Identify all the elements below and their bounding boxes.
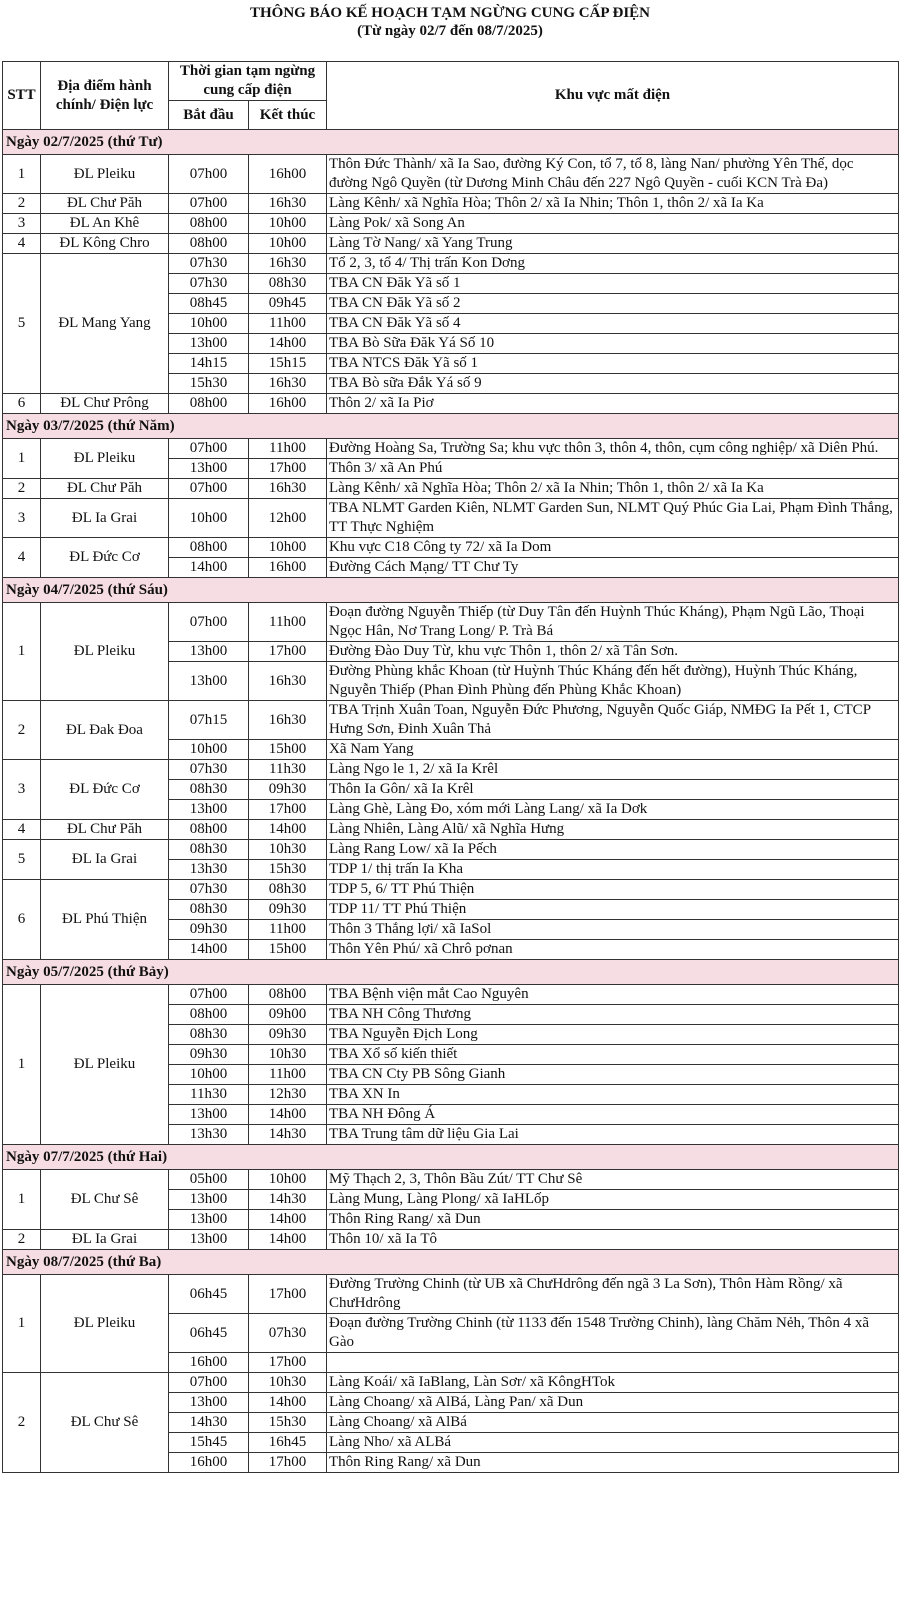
day-label: Ngày 07/7/2025 (thứ Hai) xyxy=(3,1145,899,1170)
table-row xyxy=(3,1275,899,1314)
start-time-cell: 13h00 xyxy=(169,642,249,662)
start-time-cell: 11h30 xyxy=(169,1085,249,1105)
unit-cell: ĐL Chư Păh xyxy=(41,194,169,214)
end-time-cell: 17h00 xyxy=(249,1453,327,1473)
header-stt: STT xyxy=(3,62,41,130)
stt-cell: 4 xyxy=(3,234,41,254)
area-cell: TBA Bò Sữa Đăk Yá Số 10 xyxy=(327,334,899,354)
area-cell: TBA CN Đăk Yã số 1 xyxy=(327,274,899,294)
table-row xyxy=(3,985,899,1005)
area-cell: Thôn Ring Rang/ xã Dun xyxy=(327,1453,899,1473)
table-row xyxy=(3,234,899,254)
area-cell: TBA Trung tâm dữ liệu Gia Lai xyxy=(327,1125,899,1145)
table-row xyxy=(3,155,899,194)
end-time-cell: 14h30 xyxy=(249,1190,327,1210)
unit-cell: ĐL Pleiku xyxy=(41,985,169,1145)
title-block xyxy=(0,0,900,40)
start-time-cell: 08h00 xyxy=(169,214,249,234)
area-cell: TDP 11/ TT Phú Thiện xyxy=(327,900,899,920)
start-time-cell: 10h00 xyxy=(169,499,249,538)
end-time-cell: 09h30 xyxy=(249,780,327,800)
table-row xyxy=(3,701,899,740)
stt-cell: 6 xyxy=(3,880,41,960)
start-time-cell: 07h00 xyxy=(169,985,249,1005)
header-start: Bắt đầu xyxy=(169,101,249,130)
start-time-cell: 15h30 xyxy=(169,374,249,394)
end-time-cell: 15h30 xyxy=(249,1413,327,1433)
table-row xyxy=(3,479,899,499)
table-row xyxy=(3,214,899,234)
area-cell: Đường Hoàng Sa, Trường Sa; khu vực thôn 3, thôn 4, thôn, cụm công nghiệp/ xã Diên Phú. xyxy=(327,439,899,459)
area-cell: TDP 5, 6/ TT Phú Thiện xyxy=(327,880,899,900)
stt-cell: 1 xyxy=(3,985,41,1145)
table-row xyxy=(3,1230,899,1250)
start-time-cell: 13h00 xyxy=(169,1230,249,1250)
table-row xyxy=(3,603,899,642)
area-cell: Làng Mung, Làng Plong/ xã IaHLốp xyxy=(327,1190,899,1210)
area-cell: Thôn 3 Thắng lợi/ xã IaSol xyxy=(327,920,899,940)
end-time-cell: 11h00 xyxy=(249,603,327,642)
day-row xyxy=(3,578,899,603)
end-time-cell: 09h30 xyxy=(249,1025,327,1045)
day-label: Ngày 04/7/2025 (thứ Sáu) xyxy=(3,578,899,603)
area-cell: Đường Đào Duy Từ, khu vực Thôn 1, thôn 2/ xã Tân Sơn. xyxy=(327,642,899,662)
stt-cell: 1 xyxy=(3,155,41,194)
area-cell: Làng Nho/ xã ALBá xyxy=(327,1433,899,1453)
end-time-cell: 14h00 xyxy=(249,334,327,354)
start-time-cell: 07h00 xyxy=(169,479,249,499)
header-row-1 xyxy=(3,62,899,101)
start-time-cell: 14h30 xyxy=(169,1413,249,1433)
area-cell: Thôn Ring Rang/ xã Dun xyxy=(327,1210,899,1230)
start-time-cell: 07h00 xyxy=(169,439,249,459)
end-time-cell: 12h00 xyxy=(249,499,327,538)
end-time-cell: 17h00 xyxy=(249,459,327,479)
area-cell: TBA Bệnh viện mắt Cao Nguyên xyxy=(327,985,899,1005)
start-time-cell: 07h00 xyxy=(169,1373,249,1393)
stt-cell: 2 xyxy=(3,1373,41,1473)
end-time-cell: 09h30 xyxy=(249,900,327,920)
area-cell: TBA CN Đăk Yã số 2 xyxy=(327,294,899,314)
end-time-cell: 11h00 xyxy=(249,314,327,334)
area-cell: Làng Kênh/ xã Nghĩa Hòa; Thôn 2/ xã Ia Nhin; Thôn 1, thôn 2/ xã Ia Ka xyxy=(327,479,899,499)
page-title: THÔNG BÁO KẾ HOẠCH TẠM NGỪNG CUNG CẤP ĐIỆN xyxy=(249,5,651,21)
day-row xyxy=(3,1250,899,1275)
unit-cell: ĐL Pleiku xyxy=(41,1275,169,1373)
area-cell: Làng Ngo le 1, 2/ xã Ia Krêl xyxy=(327,760,899,780)
end-time-cell: 17h00 xyxy=(249,800,327,820)
stt-cell: 2 xyxy=(3,479,41,499)
area-cell: Làng Koái/ xã IaBlang, Làn Sơr/ xã KôngHTok xyxy=(327,1373,899,1393)
end-time-cell: 17h00 xyxy=(249,1353,327,1373)
start-time-cell: 07h15 xyxy=(169,701,249,740)
area-cell: TBA NLMT Garden Kiên, NLMT Garden Sun, NLMT Quý Phúc Gia Lai, Phạm Đình Thắng, TT Thực Nghiệm xyxy=(327,499,899,538)
end-time-cell: 16h30 xyxy=(249,662,327,701)
table-row xyxy=(3,880,899,900)
start-time-cell: 13h00 xyxy=(169,334,249,354)
day-row xyxy=(3,960,899,985)
start-time-cell: 07h30 xyxy=(169,760,249,780)
area-cell: TBA NH Công Thương xyxy=(327,1005,899,1025)
end-time-cell: 16h30 xyxy=(249,374,327,394)
area-cell: Làng Choang/ xã AlBá xyxy=(327,1413,899,1433)
area-cell: TBA Trịnh Xuân Toan, Nguyễn Đức Phương, Nguyễn Quốc Giáp, NMĐG Ia Pết 1, CTCP Hưng Sơn, Đinh Xuân Thả xyxy=(327,701,899,740)
area-cell: TBA XN In xyxy=(327,1085,899,1105)
table-row xyxy=(3,1373,899,1393)
start-time-cell: 08h30 xyxy=(169,1025,249,1045)
stt-cell: 4 xyxy=(3,820,41,840)
start-time-cell: 06h45 xyxy=(169,1275,249,1314)
start-time-cell: 08h45 xyxy=(169,294,249,314)
stt-cell: 1 xyxy=(3,603,41,701)
start-time-cell: 09h30 xyxy=(169,1045,249,1065)
start-time-cell: 14h00 xyxy=(169,940,249,960)
end-time-cell: 11h00 xyxy=(249,439,327,459)
start-time-cell: 08h30 xyxy=(169,780,249,800)
unit-cell: ĐL Phú Thiện xyxy=(41,880,169,960)
day-row xyxy=(3,1145,899,1170)
header-time-group: Thời gian tạm ngừng cung cấp điện xyxy=(169,62,327,101)
area-cell: Thôn 3/ xã An Phú xyxy=(327,459,899,479)
start-time-cell: 07h30 xyxy=(169,880,249,900)
end-time-cell: 10h30 xyxy=(249,1373,327,1393)
page-subtitle: (Từ ngày 02/7 đến 08/7/2025) xyxy=(357,23,543,39)
end-time-cell: 09h45 xyxy=(249,294,327,314)
end-time-cell: 16h00 xyxy=(249,558,327,578)
end-time-cell: 10h00 xyxy=(249,214,327,234)
unit-cell: ĐL Ia Grai xyxy=(41,499,169,538)
end-time-cell: 10h30 xyxy=(249,840,327,860)
start-time-cell: 08h00 xyxy=(169,394,249,414)
unit-cell: ĐL Chư Prông xyxy=(41,394,169,414)
table-row xyxy=(3,760,899,780)
start-time-cell: 07h00 xyxy=(169,155,249,194)
end-time-cell: 15h15 xyxy=(249,354,327,374)
stt-cell: 3 xyxy=(3,214,41,234)
day-label: Ngày 05/7/2025 (thứ Bảy) xyxy=(3,960,899,985)
start-time-cell: 13h30 xyxy=(169,860,249,880)
area-cell: Mỹ Thạch 2, 3, Thôn Bầu Zút/ TT Chư Sê xyxy=(327,1170,899,1190)
end-time-cell: 14h00 xyxy=(249,1393,327,1413)
day-label: Ngày 03/7/2025 (thứ Năm) xyxy=(3,414,899,439)
start-time-cell: 06h45 xyxy=(169,1314,249,1353)
area-cell: TBA Bò sữa Đắk Yá số 9 xyxy=(327,374,899,394)
start-time-cell: 13h00 xyxy=(169,1105,249,1125)
stt-cell: 1 xyxy=(3,1170,41,1230)
end-time-cell: 17h00 xyxy=(249,642,327,662)
area-cell: TBA NTCS Đăk Yã số 1 xyxy=(327,354,899,374)
unit-cell: ĐL Pleiku xyxy=(41,603,169,701)
area-cell: TBA Nguyễn Địch Long xyxy=(327,1025,899,1045)
end-time-cell: 09h00 xyxy=(249,1005,327,1025)
table-header xyxy=(3,62,899,130)
area-cell: Thôn Ia Gôn/ xã Ia Krêl xyxy=(327,780,899,800)
start-time-cell: 13h00 xyxy=(169,459,249,479)
outage-schedule-table xyxy=(2,61,899,1473)
stt-cell: 3 xyxy=(3,760,41,820)
area-cell: Đoạn đường Nguyễn Thiếp (từ Duy Tân đến Huỳnh Thúc Kháng), Phạm Ngũ Lão, Thoại Ngọc Hân, Nơ Trang Long/ P. Trà Bá xyxy=(327,603,899,642)
area-cell: Làng Kênh/ xã Nghĩa Hòa; Thôn 2/ xã Ia Nhin; Thôn 1, thôn 2/ xã Ia Ka xyxy=(327,194,899,214)
start-time-cell: 07h30 xyxy=(169,274,249,294)
start-time-cell: 13h00 xyxy=(169,1210,249,1230)
area-cell: TBA Xổ số kiến thiết xyxy=(327,1045,899,1065)
end-time-cell: 12h30 xyxy=(249,1085,327,1105)
area-cell: Thôn 2/ xã Ia Piơ xyxy=(327,394,899,414)
start-time-cell: 16h00 xyxy=(169,1453,249,1473)
end-time-cell: 14h00 xyxy=(249,1105,327,1125)
end-time-cell: 10h30 xyxy=(249,1045,327,1065)
start-time-cell: 07h00 xyxy=(169,603,249,642)
table-row xyxy=(3,194,899,214)
unit-cell: ĐL Đức Cơ xyxy=(41,760,169,820)
end-time-cell: 10h00 xyxy=(249,1170,327,1190)
area-cell: Đường Trường Chinh (từ UB xã ChưHdrông đến ngã 3 La Sơn), Thôn Hàm Rồng/ xã ChưHdrông xyxy=(327,1275,899,1314)
day-label: Ngày 08/7/2025 (thứ Ba) xyxy=(3,1250,899,1275)
unit-cell: ĐL Pleiku xyxy=(41,439,169,479)
start-time-cell: 08h00 xyxy=(169,1005,249,1025)
end-time-cell: 16h00 xyxy=(249,394,327,414)
end-time-cell: 16h30 xyxy=(249,479,327,499)
end-time-cell: 16h00 xyxy=(249,155,327,194)
table-row xyxy=(3,820,899,840)
end-time-cell: 11h00 xyxy=(249,920,327,940)
stt-cell: 2 xyxy=(3,701,41,760)
end-time-cell: 10h00 xyxy=(249,234,327,254)
unit-cell: ĐL An Khê xyxy=(41,214,169,234)
table-row xyxy=(3,499,899,538)
table-row xyxy=(3,840,899,860)
end-time-cell: 15h30 xyxy=(249,860,327,880)
end-time-cell: 15h00 xyxy=(249,740,327,760)
area-cell: Tổ 2, 3, tổ 4/ Thị trấn Kon Dơng xyxy=(327,254,899,274)
header-end: Kết thúc xyxy=(249,101,327,130)
end-time-cell: 11h30 xyxy=(249,760,327,780)
day-row xyxy=(3,414,899,439)
table-row xyxy=(3,538,899,558)
start-time-cell: 13h00 xyxy=(169,1393,249,1413)
header-area: Khu vực mất điện xyxy=(327,62,899,130)
end-time-cell: 15h00 xyxy=(249,940,327,960)
stt-cell: 1 xyxy=(3,439,41,479)
area-cell: Xã Nam Yang xyxy=(327,740,899,760)
unit-cell: ĐL Mang Yang xyxy=(41,254,169,394)
end-time-cell: 11h00 xyxy=(249,1065,327,1085)
stt-cell: 1 xyxy=(3,1275,41,1373)
table-body xyxy=(3,130,899,1473)
table-row xyxy=(3,1170,899,1190)
start-time-cell: 13h00 xyxy=(169,800,249,820)
unit-cell: ĐL Chư Păh xyxy=(41,479,169,499)
stt-cell: 3 xyxy=(3,499,41,538)
unit-cell: ĐL Kông Chro xyxy=(41,234,169,254)
table-row xyxy=(3,439,899,459)
start-time-cell: 08h30 xyxy=(169,900,249,920)
stt-cell: 2 xyxy=(3,194,41,214)
stt-cell: 5 xyxy=(3,840,41,880)
area-cell: Thôn 10/ xã Ia Tô xyxy=(327,1230,899,1250)
start-time-cell: 08h00 xyxy=(169,234,249,254)
area-cell: TBA CN Cty PB Sông Gianh xyxy=(327,1065,899,1085)
start-time-cell: 13h30 xyxy=(169,1125,249,1145)
end-time-cell: 07h30 xyxy=(249,1314,327,1353)
area-cell: TBA NH Đông Á xyxy=(327,1105,899,1125)
start-time-cell: 08h00 xyxy=(169,820,249,840)
start-time-cell: 10h00 xyxy=(169,740,249,760)
end-time-cell: 16h30 xyxy=(249,254,327,274)
area-cell: Làng Nhiên, Làng Alũ/ xã Nghĩa Hưng xyxy=(327,820,899,840)
start-time-cell: 07h00 xyxy=(169,194,249,214)
start-time-cell: 14h15 xyxy=(169,354,249,374)
start-time-cell: 10h00 xyxy=(169,1065,249,1085)
unit-cell: ĐL Chư Sê xyxy=(41,1373,169,1473)
area-cell: Làng Pok/ xã Song An xyxy=(327,214,899,234)
start-time-cell: 09h30 xyxy=(169,920,249,940)
day-row xyxy=(3,130,899,155)
stt-cell: 5 xyxy=(3,254,41,394)
start-time-cell: 16h00 xyxy=(169,1353,249,1373)
area-cell: Làng Rang Low/ xã Ia Pếch xyxy=(327,840,899,860)
area-cell: Đường Phùng khắc Khoan (từ Huỳnh Thúc Kháng đến hết đường), Huỳnh Thúc Kháng, Nguyễn Thiếp (Phan Đình Phùng đến Phùng Khắc Khoan) xyxy=(327,662,899,701)
end-time-cell: 17h00 xyxy=(249,1275,327,1314)
header-location: Địa điểm hành chính/ Điện lực xyxy=(41,62,169,130)
start-time-cell: 13h00 xyxy=(169,1190,249,1210)
start-time-cell: 08h00 xyxy=(169,538,249,558)
end-time-cell: 14h00 xyxy=(249,1230,327,1250)
stt-cell: 6 xyxy=(3,394,41,414)
day-label: Ngày 02/7/2025 (thứ Tư) xyxy=(3,130,899,155)
unit-cell: ĐL Đak Đoa xyxy=(41,701,169,760)
unit-cell: ĐL Pleiku xyxy=(41,155,169,194)
end-time-cell: 08h30 xyxy=(249,274,327,294)
start-time-cell: 05h00 xyxy=(169,1170,249,1190)
start-time-cell: 13h00 xyxy=(169,662,249,701)
unit-cell: ĐL Chư Sê xyxy=(41,1170,169,1230)
area-cell: Thôn Đức Thành/ xã Ia Sao, đường Ký Con, tổ 7, tổ 8, làng Nan/ phường Yên Thế, dọc đường Ngô Quyền (từ Dương Minh Châu đến 227 Ngô Quyền - cuối KCN Trà Đa) xyxy=(327,155,899,194)
area-cell xyxy=(327,1353,899,1373)
stt-cell: 2 xyxy=(3,1230,41,1250)
end-time-cell: 14h30 xyxy=(249,1125,327,1145)
area-cell: TDP 1/ thị trấn Ia Kha xyxy=(327,860,899,880)
area-cell: Làng Choang/ xã AlBá, Làng Pan/ xã Dun xyxy=(327,1393,899,1413)
end-time-cell: 16h30 xyxy=(249,701,327,740)
table-row xyxy=(3,254,899,274)
area-cell: Làng Tờ Nang/ xã Yang Trung xyxy=(327,234,899,254)
table-row xyxy=(3,394,899,414)
area-cell: Đoạn đường Trường Chinh (từ 1133 đến 1548 Trường Chinh), làng Chăm Nẻh, Thôn 4 xã Gào xyxy=(327,1314,899,1353)
start-time-cell: 15h45 xyxy=(169,1433,249,1453)
start-time-cell: 07h30 xyxy=(169,254,249,274)
end-time-cell: 08h30 xyxy=(249,880,327,900)
end-time-cell: 16h30 xyxy=(249,194,327,214)
end-time-cell: 08h00 xyxy=(249,985,327,1005)
end-time-cell: 14h00 xyxy=(249,1210,327,1230)
end-time-cell: 14h00 xyxy=(249,820,327,840)
start-time-cell: 14h00 xyxy=(169,558,249,578)
unit-cell: ĐL Chư Păh xyxy=(41,820,169,840)
end-time-cell: 10h00 xyxy=(249,538,327,558)
start-time-cell: 10h00 xyxy=(169,314,249,334)
unit-cell: ĐL Đức Cơ xyxy=(41,538,169,578)
area-cell: TBA CN Đăk Yã số 4 xyxy=(327,314,899,334)
area-cell: Thôn Yên Phú/ xã Chrô pơnan xyxy=(327,940,899,960)
area-cell: Khu vực C18 Công ty 72/ xã Ia Dom xyxy=(327,538,899,558)
end-time-cell: 16h45 xyxy=(249,1433,327,1453)
area-cell: Đường Cách Mạng/ TT Chư Ty xyxy=(327,558,899,578)
unit-cell: ĐL Ia Grai xyxy=(41,1230,169,1250)
start-time-cell: 08h30 xyxy=(169,840,249,860)
area-cell: Làng Ghè, Làng Đo, xóm mới Làng Lang/ xã Ia Dơk xyxy=(327,800,899,820)
unit-cell: ĐL Ia Grai xyxy=(41,840,169,880)
stt-cell: 4 xyxy=(3,538,41,578)
